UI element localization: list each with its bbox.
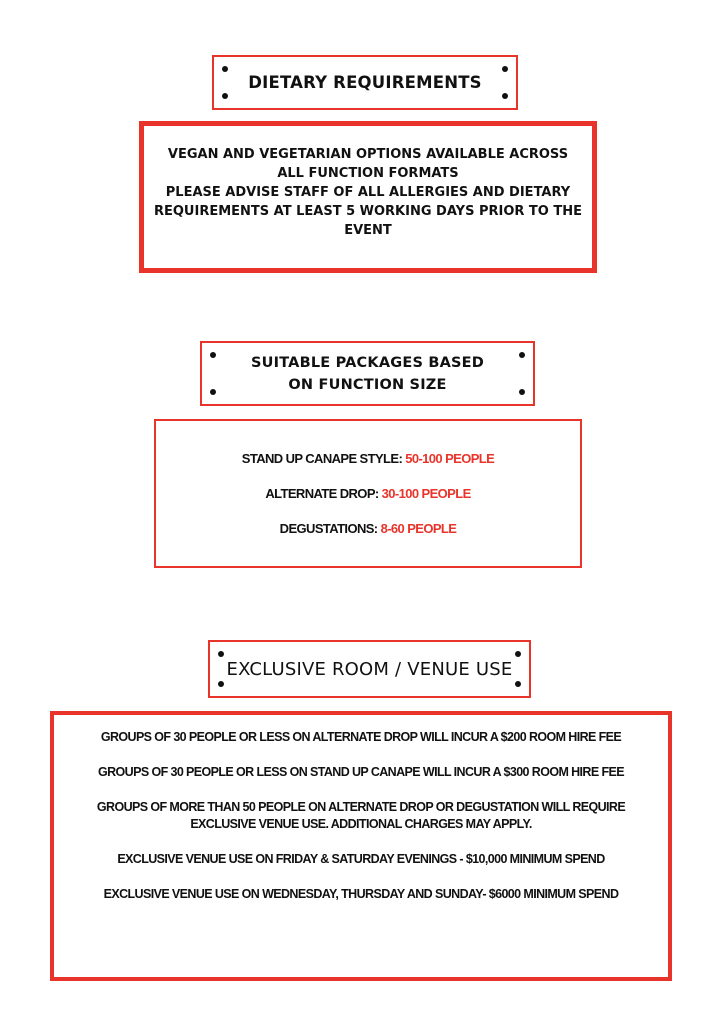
dietary-line: PLEASE ADVISE STAFF OF ALL ALLERGIES AND DIETARY REQUIREMENTS AT LEAST 5 WORKING DAYS PRIOR TO THE EVENT (153, 184, 582, 238)
exclusive-paragraph: GROUPS OF MORE THAN 50 PEOPLE ON ALTERNATE DROP OR DEGUSTATION WILL REQUIRE EXCLUSIVE VENUE USE. ADDITIONAL CHARGES MAY APPLY. (96, 800, 626, 831)
corner-dot-icon (218, 651, 224, 657)
dietary-heading: DIETARY REQUIREMENTS (248, 73, 482, 92)
exclusive-heading: EXCLUSIVE ROOM / VENUE USE (226, 658, 513, 680)
exclusive-paragraph: GROUPS OF 30 PEOPLE OR LESS ON STAND UP CANAPE WILL INCUR A $300 ROOM HIRE FEE (98, 765, 624, 779)
package-label: ALTERNATE DROP: (265, 486, 379, 501)
packages-title-box (200, 341, 535, 406)
corner-dot-icon (222, 93, 228, 99)
corner-dot-icon (515, 681, 521, 687)
dietary-text (153, 145, 583, 240)
corner-dot-icon (502, 66, 508, 72)
exclusive-paragraph: GROUPS OF 30 PEOPLE OR LESS ON ALTERNATE DROP WILL INCUR A $200 ROOM HIRE FEE (100, 730, 622, 744)
packages-content-box (154, 419, 582, 568)
package-value: 30-100 PEOPLE (381, 486, 471, 501)
corner-dot-icon (502, 93, 508, 99)
corner-dot-icon (210, 389, 216, 395)
package-item (280, 521, 457, 536)
corner-dot-icon (218, 681, 224, 687)
dietary-line: VEGAN AND VEGETARIAN OPTIONS AVAILABLE ACROSS ALL FUNCTION FORMATS (167, 146, 569, 181)
package-item (242, 451, 494, 466)
exclusive-paragraph: EXCLUSIVE VENUE USE ON FRIDAY & SATURDAY EVENINGS - $10,000 MINIMUM SPEND (117, 852, 605, 866)
package-label: DEGUSTATIONS: (279, 521, 378, 536)
package-label: STAND UP CANAPE STYLE: (241, 451, 403, 466)
exclusive-title-box (208, 640, 531, 698)
packages-heading: SUITABLE PACKAGES BASED ON FUNCTION SIZE (250, 354, 485, 393)
exclusive-content-box (50, 711, 672, 981)
corner-dot-icon (519, 352, 525, 358)
corner-dot-icon (519, 389, 525, 395)
corner-dot-icon (222, 66, 228, 72)
package-value: 50-100 PEOPLE (405, 451, 495, 466)
corner-dot-icon (210, 352, 216, 358)
package-item (265, 486, 470, 501)
dietary-content-box (139, 121, 597, 273)
package-value: 8-60 PEOPLE (380, 521, 457, 536)
exclusive-paragraph: EXCLUSIVE VENUE USE ON WEDNESDAY, THURSDAY AND SUNDAY- $6000 MINIMUM SPEND (103, 887, 619, 901)
dietary-title-box (212, 55, 518, 110)
corner-dot-icon (515, 651, 521, 657)
